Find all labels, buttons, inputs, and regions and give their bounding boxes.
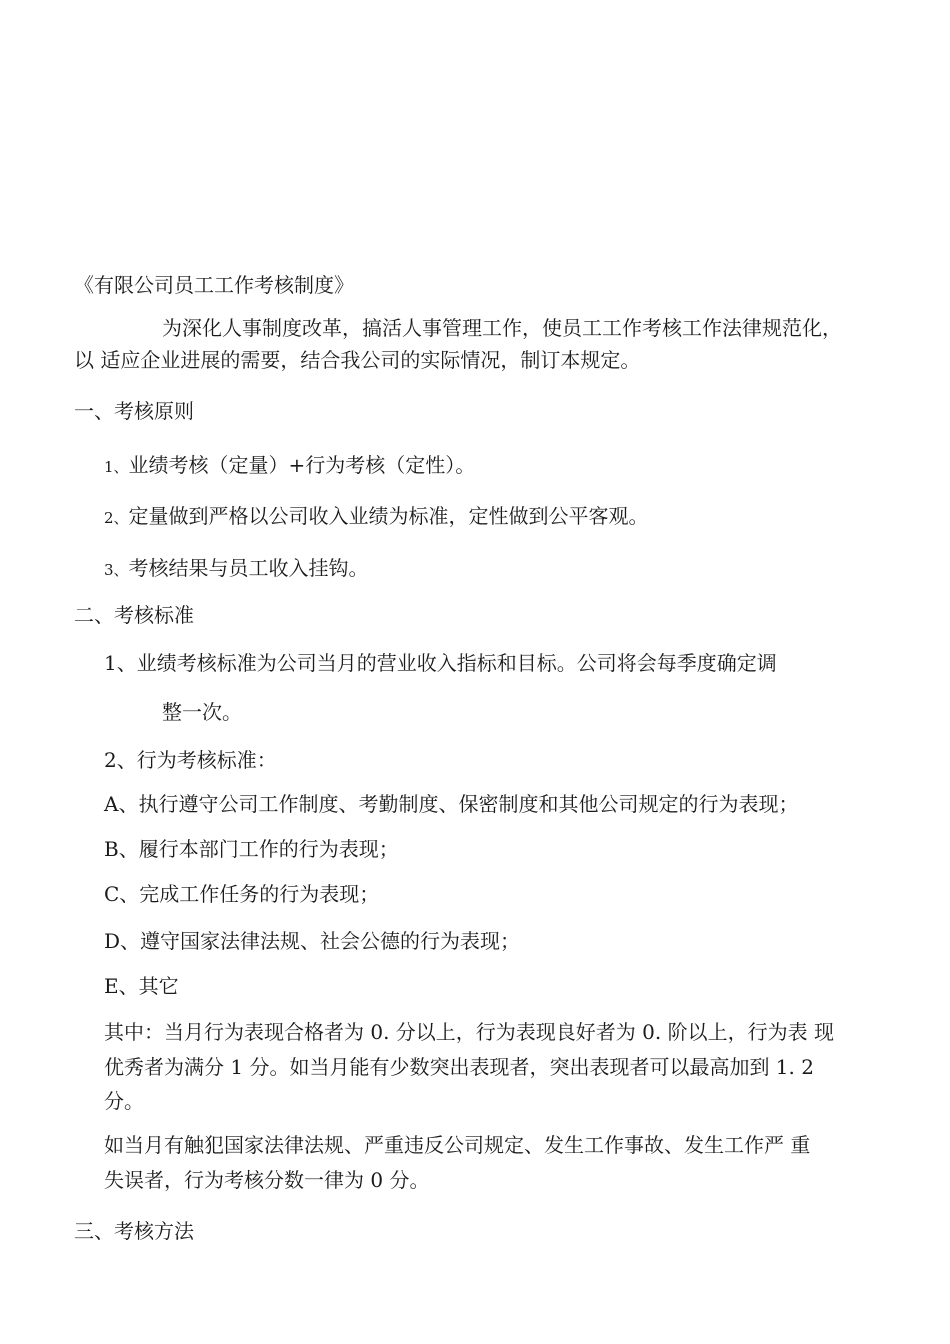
behavior-sub-item-d: D、遵守国家法律法规、社会公德的行为表现； [104, 929, 521, 953]
scoring-note-line-2: 优秀者为满分 1 分。如当月能有少数突出表现者，突出表现者可以最高加到 1. 2 [104, 1055, 814, 1079]
principle-item-number: 1、 [104, 458, 129, 476]
standard-item-1-line-1: 1、业绩考核标准为公司当月的营业收入指标和目标。公司将会每季度确定调 [104, 651, 777, 675]
scoring-note-line-3: 分。 [104, 1089, 144, 1113]
principle-item-number: 3、 [104, 561, 129, 579]
principle-item-text: 考核结果与员工收入挂钩。 [128, 556, 369, 580]
section-3-heading: 三、考核方法 [74, 1219, 194, 1243]
principle-item-3 [104, 554, 369, 584]
principle-item-text: 业绩考核（定量）+行为考核（定性）。 [128, 453, 476, 477]
principle-item-text: 定量做到严格以公司收入业绩为标准，定性做到公平客观。 [128, 504, 649, 528]
standard-item-1-line-2: 整一次。 [162, 700, 242, 724]
intro-paragraph-line-1: 为深化人事制度改革，搞活人事管理工作，使员工工作考核工作法律规范化， [162, 316, 842, 340]
document-title: 《有限公司员工工作考核制度》 [74, 273, 354, 297]
scoring-note-line-1: 其中：当月行为表现合格者为 0. 分以上，行为表现良好者为 0. 阶以上，行为表 现 [104, 1020, 834, 1044]
behavior-sub-item-a: A、执行遵守公司工作制度、考勤制度、保密制度和其他公司规定的行为表现； [104, 792, 799, 816]
standard-item-2: 2、行为考核标准： [104, 748, 277, 772]
principle-item-2 [104, 502, 649, 532]
section-1-heading: 一、考核原则 [74, 399, 194, 423]
section-2-heading: 二、考核标准 [74, 603, 194, 627]
behavior-sub-item-c: C、完成工作任务的行为表现； [104, 882, 380, 906]
principle-item-1 [104, 451, 475, 481]
violation-note-line-1: 如当月有触犯国家法律法规、严重违反公司规定、发生工作事故、发生工作严 重 [104, 1133, 811, 1157]
principle-item-number: 2、 [104, 509, 129, 527]
behavior-sub-item-e: E、其它 [104, 974, 179, 998]
behavior-sub-item-b: B、履行本部门工作的行为表现； [104, 837, 399, 861]
intro-paragraph-line-2: 以 适应企业进展的需要，结合我公司的实际情况，制订本规定。 [74, 348, 641, 372]
violation-note-line-2: 失误者，行为考核分数一律为 0 分。 [104, 1168, 430, 1192]
